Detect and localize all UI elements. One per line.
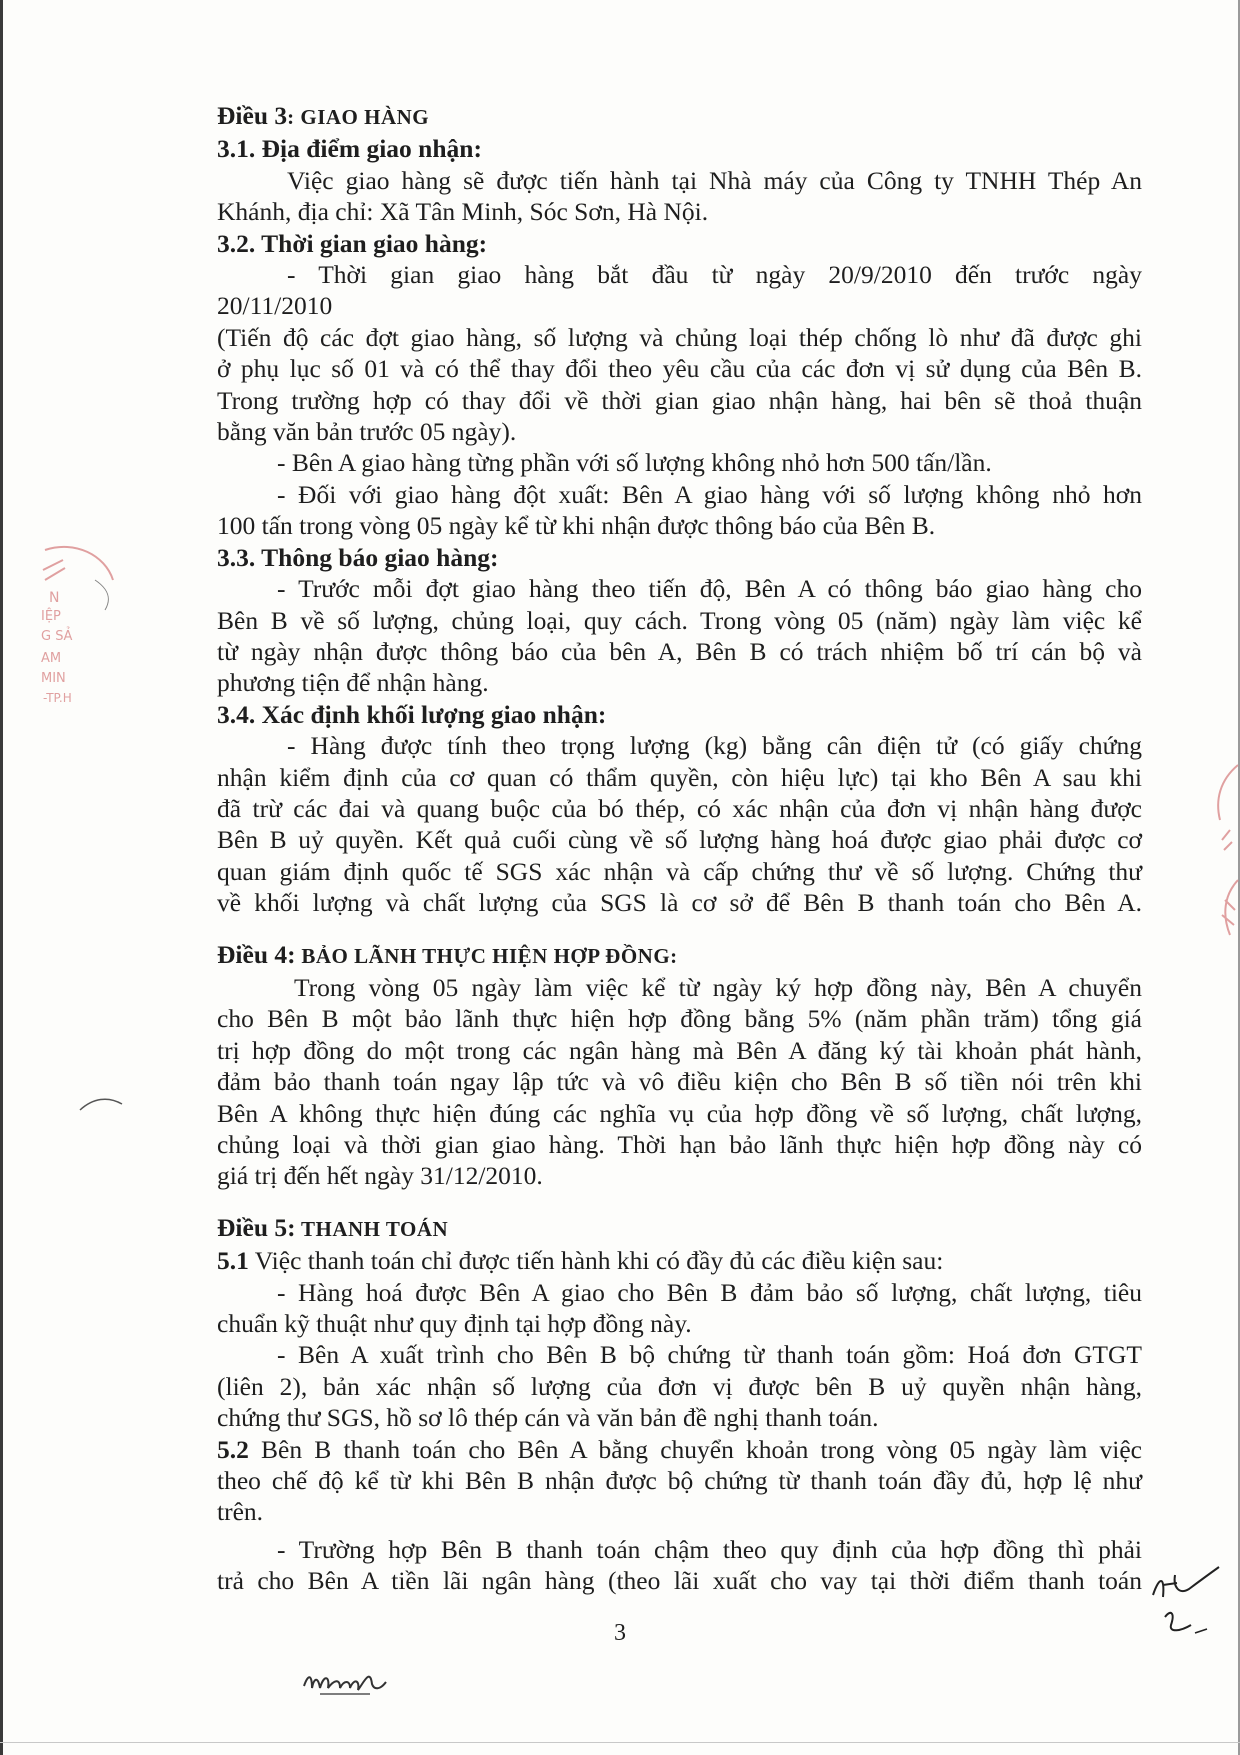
- article-3-heading-num: Điều 3: [217, 101, 288, 130]
- section-5-1-line-4: (liên 2), bản xác nhận số lượng của đơn vị được bên B uỷ quyền nhận hàng,: [217, 1371, 1142, 1401]
- margin-pen-mark: [78, 1088, 128, 1118]
- section-3-4-line-5: quan giám định quốc tế SGS xác nhận và cấp chứng thư về số lượng. Chứng thư: [217, 856, 1142, 886]
- article-5-heading: [217, 1212, 1142, 1245]
- section-3-4-line-3: đã trừ các đai và quang buộc của bó thép, có xác nhận của đơn vị nhận hàng được: [217, 793, 1142, 823]
- article-4-heading: [217, 939, 1142, 972]
- initials-right: [1145, 1555, 1230, 1655]
- article-4-line-5: Bên A không thực hiện đúng các nghĩa vụ của hợp đồng về số lượng, chất lượng,: [217, 1098, 1142, 1128]
- section-3-3-title: 3.3. Thông báo giao hàng:: [217, 542, 499, 572]
- section-5-1-line-2: chuẩn kỹ thuật như quy định tại hợp đồng này.: [217, 1309, 692, 1339]
- stamp-right-graphic: [1200, 760, 1240, 950]
- section-3-4-line-1: - Hàng được tính theo trọng lượng (kg) bằng cân điện tử (có giấy chứng: [287, 731, 1142, 761]
- section-5-1-line-1: - Hàng hoá được Bên A giao cho Bên B đảm bảo số lượng, chất lượng, tiêu: [277, 1277, 1142, 1307]
- section-5-2-line-2: theo chế độ kể từ khi Bên B nhận được bộ chứng từ thanh toán đầy đủ, hợp lệ như: [217, 1466, 1142, 1496]
- svg-text:-TP.H: -TP.H: [43, 691, 72, 705]
- article-3-heading-title: : GIAO HÀNG: [287, 105, 430, 129]
- section-5-1-line-0: [217, 1245, 1142, 1276]
- section-3-2-line-7: - Bên A giao hàng từng phần với số lượng không nhỏ hơn 500 tấn/lần.: [277, 448, 992, 478]
- section-5-2-line-1: [217, 1434, 1142, 1465]
- stamp-left: [35, 540, 115, 733]
- section-3-2-title: 3.2. Thời gian giao hàng:: [217, 228, 488, 258]
- section-5-2-line-4: - Trường hợp Bên B thanh toán chậm theo quy định của hợp đồng thì phải: [277, 1534, 1142, 1564]
- section-5-1-num: 5.1: [217, 1246, 249, 1276]
- article-4-heading-title: BẢO LÃNH THỰC HIỆN HỢP ĐỒNG:: [295, 943, 678, 968]
- article-4-line-7: giá trị đến hết ngày 31/12/2010.: [217, 1161, 543, 1191]
- article-4-line-2: cho Bên B một bảo lãnh thực hiện hợp đồng bằng 5% (năm phần trăm) tổng giá: [217, 1004, 1142, 1034]
- scan-edge-bottom: [0, 1742, 1240, 1743]
- stamp-right: [1200, 760, 1240, 953]
- article-5-heading-title: THANH TOÁN: [295, 1216, 449, 1241]
- article-4-heading-num: Điều 4:: [217, 939, 296, 969]
- section-5-1-line-3: - Bên A xuất trình cho Bên B bộ chứng từ thanh toán gồm: Hoá đơn GTGT: [277, 1340, 1142, 1370]
- section-3-2-line-8: - Đối với giao hàng đột xuất: Bên A giao hàng với số lượng không nhỏ hơn: [277, 479, 1142, 509]
- section-5-1-line-5: chứng thư SGS, hồ sơ lô thép cán và văn bản đề nghị thanh toán.: [217, 1403, 879, 1433]
- svg-text:N: N: [49, 590, 60, 606]
- section-3-2-line-9: 100 tấn trong vòng 05 ngày kể từ khi nhận được thông báo của Bên B.: [217, 511, 936, 541]
- article-5-heading-num: Điều 5:: [217, 1212, 296, 1242]
- section-3-2-line-1: - Thời gian giao hàng bắt đầu từ ngày 20/9/2010 đến trước ngày: [287, 260, 1142, 290]
- section-3-4-title: 3.4. Xác định khối lượng giao nhận:: [217, 699, 607, 729]
- section-3-2-line-4: ở phụ lục số 01 và có thể thay đổi theo yêu cầu của các đơn vị sử dụng của Bên B.: [217, 354, 1142, 384]
- article-4-line-3: trị hợp đồng do một trong các ngân hàng mà Bên A đăng ký tài khoản phát hành,: [217, 1035, 1142, 1065]
- svg-text:MIN: MIN: [41, 671, 66, 686]
- section-3-2-line-2: 20/11/2010: [217, 291, 333, 321]
- stamp-left-graphic: [35, 540, 115, 730]
- section-3-2-line-3: (Tiến độ các đợt giao hàng, số lượng và chủng loại thép chống lò như đã được ghi: [217, 322, 1142, 352]
- section-3-3-line-2: Bên B về số lượng, chủng loại, quy cách. Trong vòng 05 (năm) ngày làm việc kể: [217, 605, 1142, 635]
- document-page: [217, 100, 1142, 1597]
- section-3-3-line-4: phương tiện để nhận hàng.: [217, 668, 489, 698]
- section-3-3-line-3: từ ngày nhận được thông báo của bên A, Bên B có trách nhiệm bố trí cán bộ và: [217, 636, 1142, 666]
- section-3-3-line-1: - Trước mỗi đợt giao hàng theo tiến độ, Bên A có thông báo giao hàng cho: [277, 574, 1142, 604]
- article-4-line-4: đảm bảo thanh toán ngay lập tức và vô điều kiện cho Bên B số tiền nói trên khi: [217, 1067, 1142, 1097]
- section-3-2-line-6: bằng văn bản trước 05 ngày).: [217, 417, 517, 447]
- section-3-1-title: 3.1. Địa điểm giao nhận:: [217, 134, 482, 164]
- section-3-4-line-4: Bên B uỷ quyền. Kết quả cuối cùng về số lượng hàng hoá được giao phải được cơ: [217, 825, 1142, 855]
- article-4-line-1: Trong vòng 05 ngày làm việc kể từ ngày ký hợp đồng này, Bên A chuyển: [294, 972, 1142, 1002]
- article-4-line-6: chủng loại và thời gian giao hàng. Thời hạn bảo lãnh thực hiện hợp đồng này có: [217, 1130, 1142, 1159]
- page-number: 3: [614, 1620, 626, 1646]
- svg-text:IỆP: IỆP: [41, 609, 61, 624]
- section-5-2-text: Bên B thanh toán cho Bên A bằng chuyển khoản trong vòng 05 ngày làm việc: [248, 1434, 1142, 1464]
- section-3-1-line-1: Việc giao hàng sẽ được tiến hành tại Nhà máy của Công ty TNHH Thép An: [287, 165, 1142, 195]
- section-3-4-line-6: về khối lượng và chất lượng của SGS là cơ sở để Bên B thanh toán cho Bên A.: [217, 888, 1142, 918]
- svg-text:G SẢ: G SẢ: [41, 629, 73, 644]
- scan-edge-left: [0, 0, 3, 1755]
- svg-text:AM: AM: [41, 651, 62, 666]
- section-3-2-line-5: Trong trường hợp có thay đổi về thời gian giao nhận hàng, hai bên sẽ thoả thuận: [217, 385, 1142, 415]
- section-5-2-line-5: trả cho Bên A tiền lãi ngân hàng (theo lãi xuất cho vay tại thời điểm thanh toán: [217, 1566, 1142, 1596]
- section-5-2-line-3: trên.: [217, 1497, 264, 1527]
- section-3-1-line-2: Khánh, địa chỉ: Xã Tân Minh, Sóc Sơn, Hà Nội.: [217, 197, 709, 227]
- signature-bottom: [300, 1660, 400, 1700]
- section-3-4-line-2: nhận kiểm định của cơ quan có thẩm quyền, còn hiệu lực) tại kho Bên A sau khi: [217, 762, 1142, 792]
- section-5-1-text: Việc thanh toán chỉ được tiến hành khi có đầy đủ các điều kiện sau:: [248, 1246, 944, 1276]
- section-5-2-num: 5.2: [217, 1434, 249, 1464]
- article-3-heading: [217, 100, 1142, 133]
